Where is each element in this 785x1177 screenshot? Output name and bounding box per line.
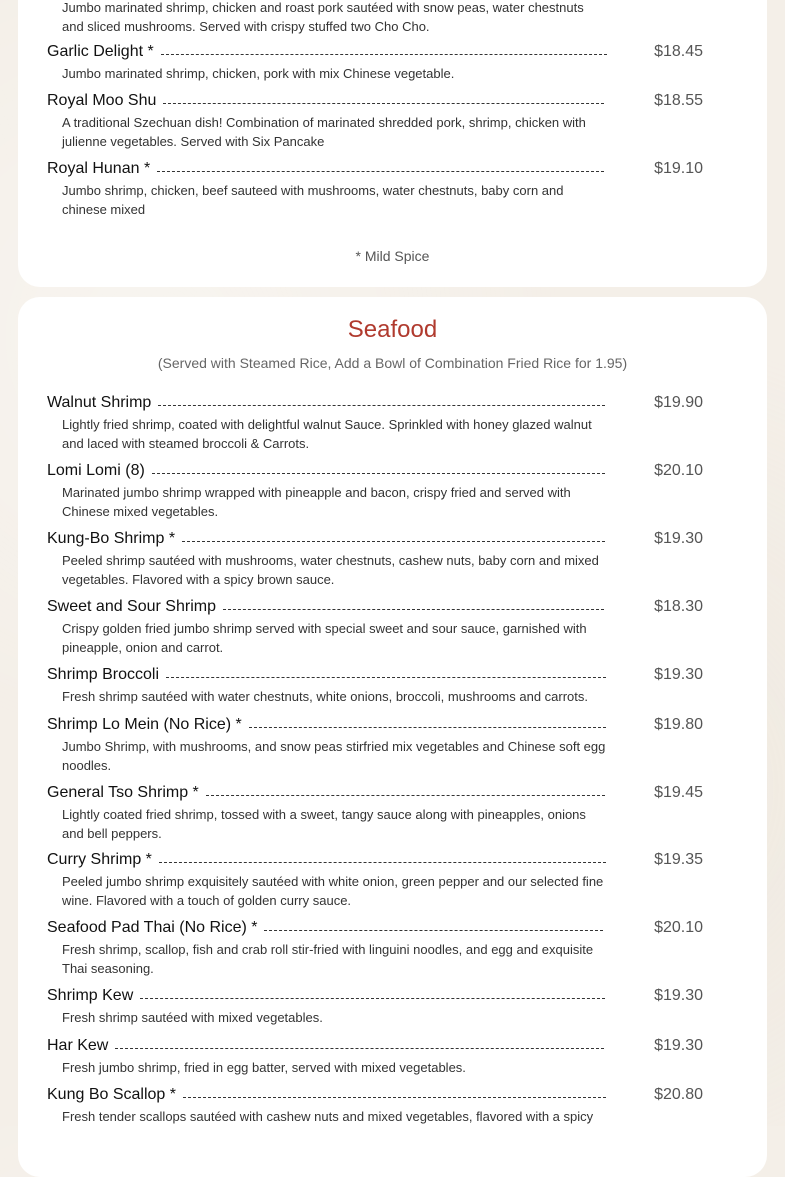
item-description: Fresh jumbo shrimp, fried in egg batter, served with mixed vegetables. (62, 1060, 466, 1075)
item-price: $19.80 (654, 716, 703, 733)
item-name: Shrimp Kew (47, 987, 134, 1004)
dotted-leader (249, 727, 606, 728)
item-description: Jumbo marinated shrimp, chicken, pork with mix Chinese vegetable. (62, 66, 455, 81)
item-description: Lightly coated fried shrimp, tossed with a sweet, tangy sauce along with pineapples, onions and bell peppers. (62, 807, 586, 841)
menu-item (47, 159, 703, 219)
item-name: Royal Hunan * (47, 160, 151, 177)
item-price: $18.30 (654, 598, 703, 615)
dotted-leader (161, 54, 607, 55)
menu-item (47, 91, 703, 151)
dotted-leader (182, 541, 605, 542)
dotted-leader (140, 998, 605, 999)
item-price: $19.35 (654, 851, 703, 868)
item-name: Garlic Delight * (47, 43, 154, 60)
item-description: Jumbo Shrimp, with mushrooms, and snow peas stirfried mix vegetables and Chinese soft egg noodles. (62, 739, 606, 773)
item-description: Jumbo shrimp, chicken, beef sauteed with mushrooms, water chestnuts, baby corn and chinese mixed (62, 183, 564, 217)
item-name: Shrimp Broccoli (47, 666, 160, 683)
dotted-leader (183, 1097, 606, 1098)
item-name: Sweet and Sour Shrimp (47, 598, 216, 615)
menu-item (47, 918, 703, 978)
dotted-leader (115, 1048, 604, 1049)
dotted-leader (264, 930, 603, 931)
menu-item (47, 665, 703, 706)
dotted-leader (157, 171, 604, 172)
item-description: Peeled jumbo shrimp exquisitely sautéed with white onion, green pepper and our selected fine wine. Flavored with a touch of golden curry sauce. (62, 874, 604, 908)
menu-item (47, 850, 703, 910)
dotted-leader (166, 677, 606, 678)
menu-item (47, 1036, 703, 1077)
section-title: Seafood (347, 316, 438, 343)
item-price: $19.90 (654, 394, 703, 411)
item-name: Royal Moo Shu (47, 92, 157, 109)
item-price: $19.30 (654, 666, 703, 683)
menu-item (47, 42, 703, 83)
dotted-leader (159, 862, 606, 863)
item-price: $20.10 (654, 462, 703, 479)
section-subtitle: (Served with Steamed Rice, Add a Bowl of Combination Fried Rice for 1.95) (157, 355, 628, 371)
menu-item (47, 715, 703, 775)
dotted-leader (223, 609, 604, 610)
item-price: $20.80 (654, 1086, 703, 1103)
dotted-leader (163, 103, 604, 104)
item-description: Jumbo marinated shrimp, chicken and roast pork sautéed with snow peas, water chestnuts and sliced mushrooms. Served with crispy stuffed two Cho Cho. (62, 0, 584, 34)
item-name: Lomi Lomi (8) (47, 462, 145, 479)
menu-item (47, 783, 703, 843)
item-price: $18.55 (654, 92, 703, 109)
dotted-leader (158, 405, 605, 406)
item-description: Marinated jumbo shrimp wrapped with pineapple and bacon, crispy fried and served with Chinese mixed vegetables. (62, 485, 571, 519)
item-description: Fresh shrimp sautéed with water chestnuts, white onions, broccoli, mushrooms and carrots. (62, 689, 589, 704)
item-price: $19.45 (654, 784, 703, 801)
item-price: $19.30 (654, 530, 703, 547)
item-description: Crispy golden fried jumbo shrimp served with special sweet and sour sauce, garnished with pineapple, onion and carrot. (62, 621, 587, 655)
item-description: Lightly fried shrimp, coated with delightful walnut Sauce. Sprinkled with honey glazed walnut and laced with steamed broccoli & Carrots. (62, 417, 592, 451)
item-name: Seafood Pad Thai (No Rice) * (47, 919, 258, 936)
menu-item (47, 0, 703, 36)
item-description: A traditional Szechuan dish! Combination of marinated shredded pork, shrimp, chicken with julienne vegetables. Served with Six Pancake (62, 115, 586, 149)
item-description: Peeled shrimp sautéed with mushrooms, water chestnuts, cashew nuts, baby corn and mixed vegetables. Flavored with a spicy brown sauce. (62, 553, 599, 587)
menu-item (47, 393, 703, 453)
item-name: Curry Shrimp * (47, 851, 152, 868)
item-price: $19.30 (654, 1037, 703, 1054)
item-name: General Tso Shrimp * (47, 784, 199, 801)
menu-item (47, 986, 703, 1027)
item-name: Kung Bo Scallop * (47, 1086, 176, 1103)
seafood-section-card (18, 297, 767, 1177)
menu-item (47, 597, 703, 657)
item-price: $19.30 (654, 987, 703, 1004)
menu-item (47, 461, 703, 521)
item-description: Fresh shrimp sautéed with mixed vegetables. (62, 1010, 323, 1025)
dotted-leader (206, 795, 605, 796)
item-price: $20.10 (654, 919, 703, 936)
item-price: $19.10 (654, 160, 703, 177)
item-name: Har Kew (47, 1037, 109, 1054)
dotted-leader (152, 473, 605, 474)
menu-item (47, 529, 703, 589)
item-description: Fresh tender scallops sautéed with cashew nuts and mixed vegetables, flavored with a spicy (62, 1109, 594, 1124)
item-name: Kung-Bo Shrimp * (47, 530, 176, 547)
item-name: Walnut Shrimp (47, 394, 152, 411)
spice-footnote: * Mild Spice (355, 248, 430, 264)
item-name: Shrimp Lo Mein (No Rice) * (47, 716, 242, 733)
previous-section-card (18, 0, 767, 287)
item-description: Fresh shrimp, scallop, fish and crab roll stir-fried with linguini noodles, and egg and exquisite Thai seasoning. (62, 942, 594, 976)
item-price: $18.45 (654, 43, 703, 60)
menu-item (47, 1085, 703, 1126)
